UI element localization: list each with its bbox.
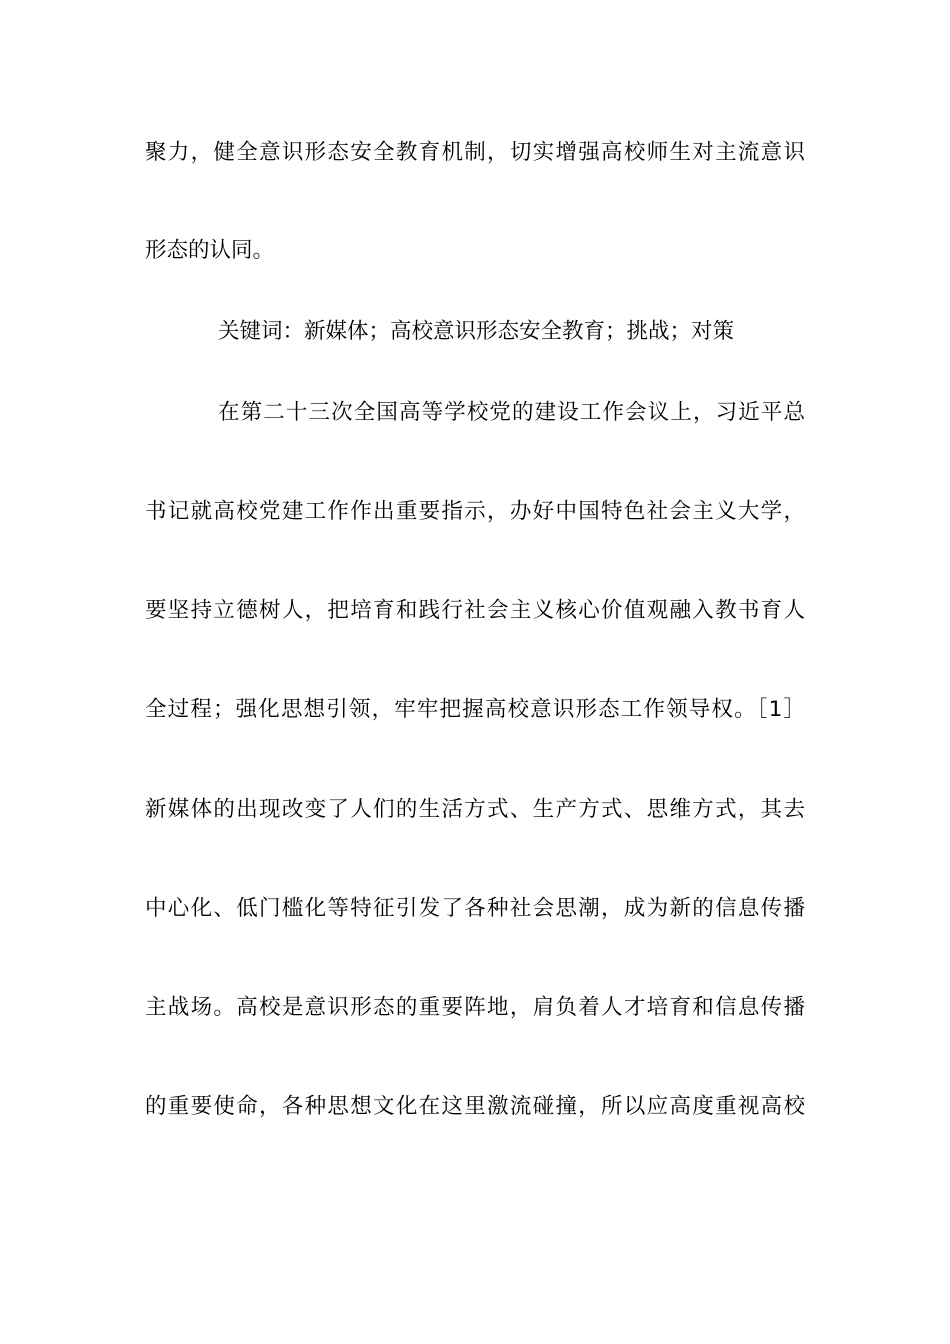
body-text-line: 的重要使命，各种思想文化在这里激流碰撞，所以应高度重视高校 (145, 1094, 805, 1119)
paragraph-first-line: 在第二十三次全国高等学校党的建设工作会议上，习近平总 (218, 400, 805, 425)
body-text-line: 要坚持立德树人，把培育和践行社会主义核心价值观融入教书育人 (145, 598, 805, 623)
body-text-line: 主战场。高校是意识形态的重要阵地，肩负着人才培育和信息传播 (145, 995, 805, 1020)
keywords-line: 关键词：新媒体；高校意识形态安全教育；挑战；对策 (218, 319, 735, 344)
body-text-line: 聚力，健全意识形态安全教育机制，切实增强高校师生对主流意识 (145, 140, 805, 165)
body-text-line: 新媒体的出现改变了人们的生活方式、生产方式、思维方式，其去 (145, 797, 805, 822)
body-text-line: 书记就高校党建工作作出重要指示，办好中国特色社会主义大学， (145, 499, 805, 524)
body-text-line: 中心化、低门槛化等特征引发了各种社会思潮，成为新的信息传播 (145, 896, 805, 921)
body-text-line: 形态的认同。 (145, 238, 275, 263)
body-text-line: 全过程；强化思想引领，牢牢把握高校意识形态工作领导权。［1］ (145, 697, 805, 722)
